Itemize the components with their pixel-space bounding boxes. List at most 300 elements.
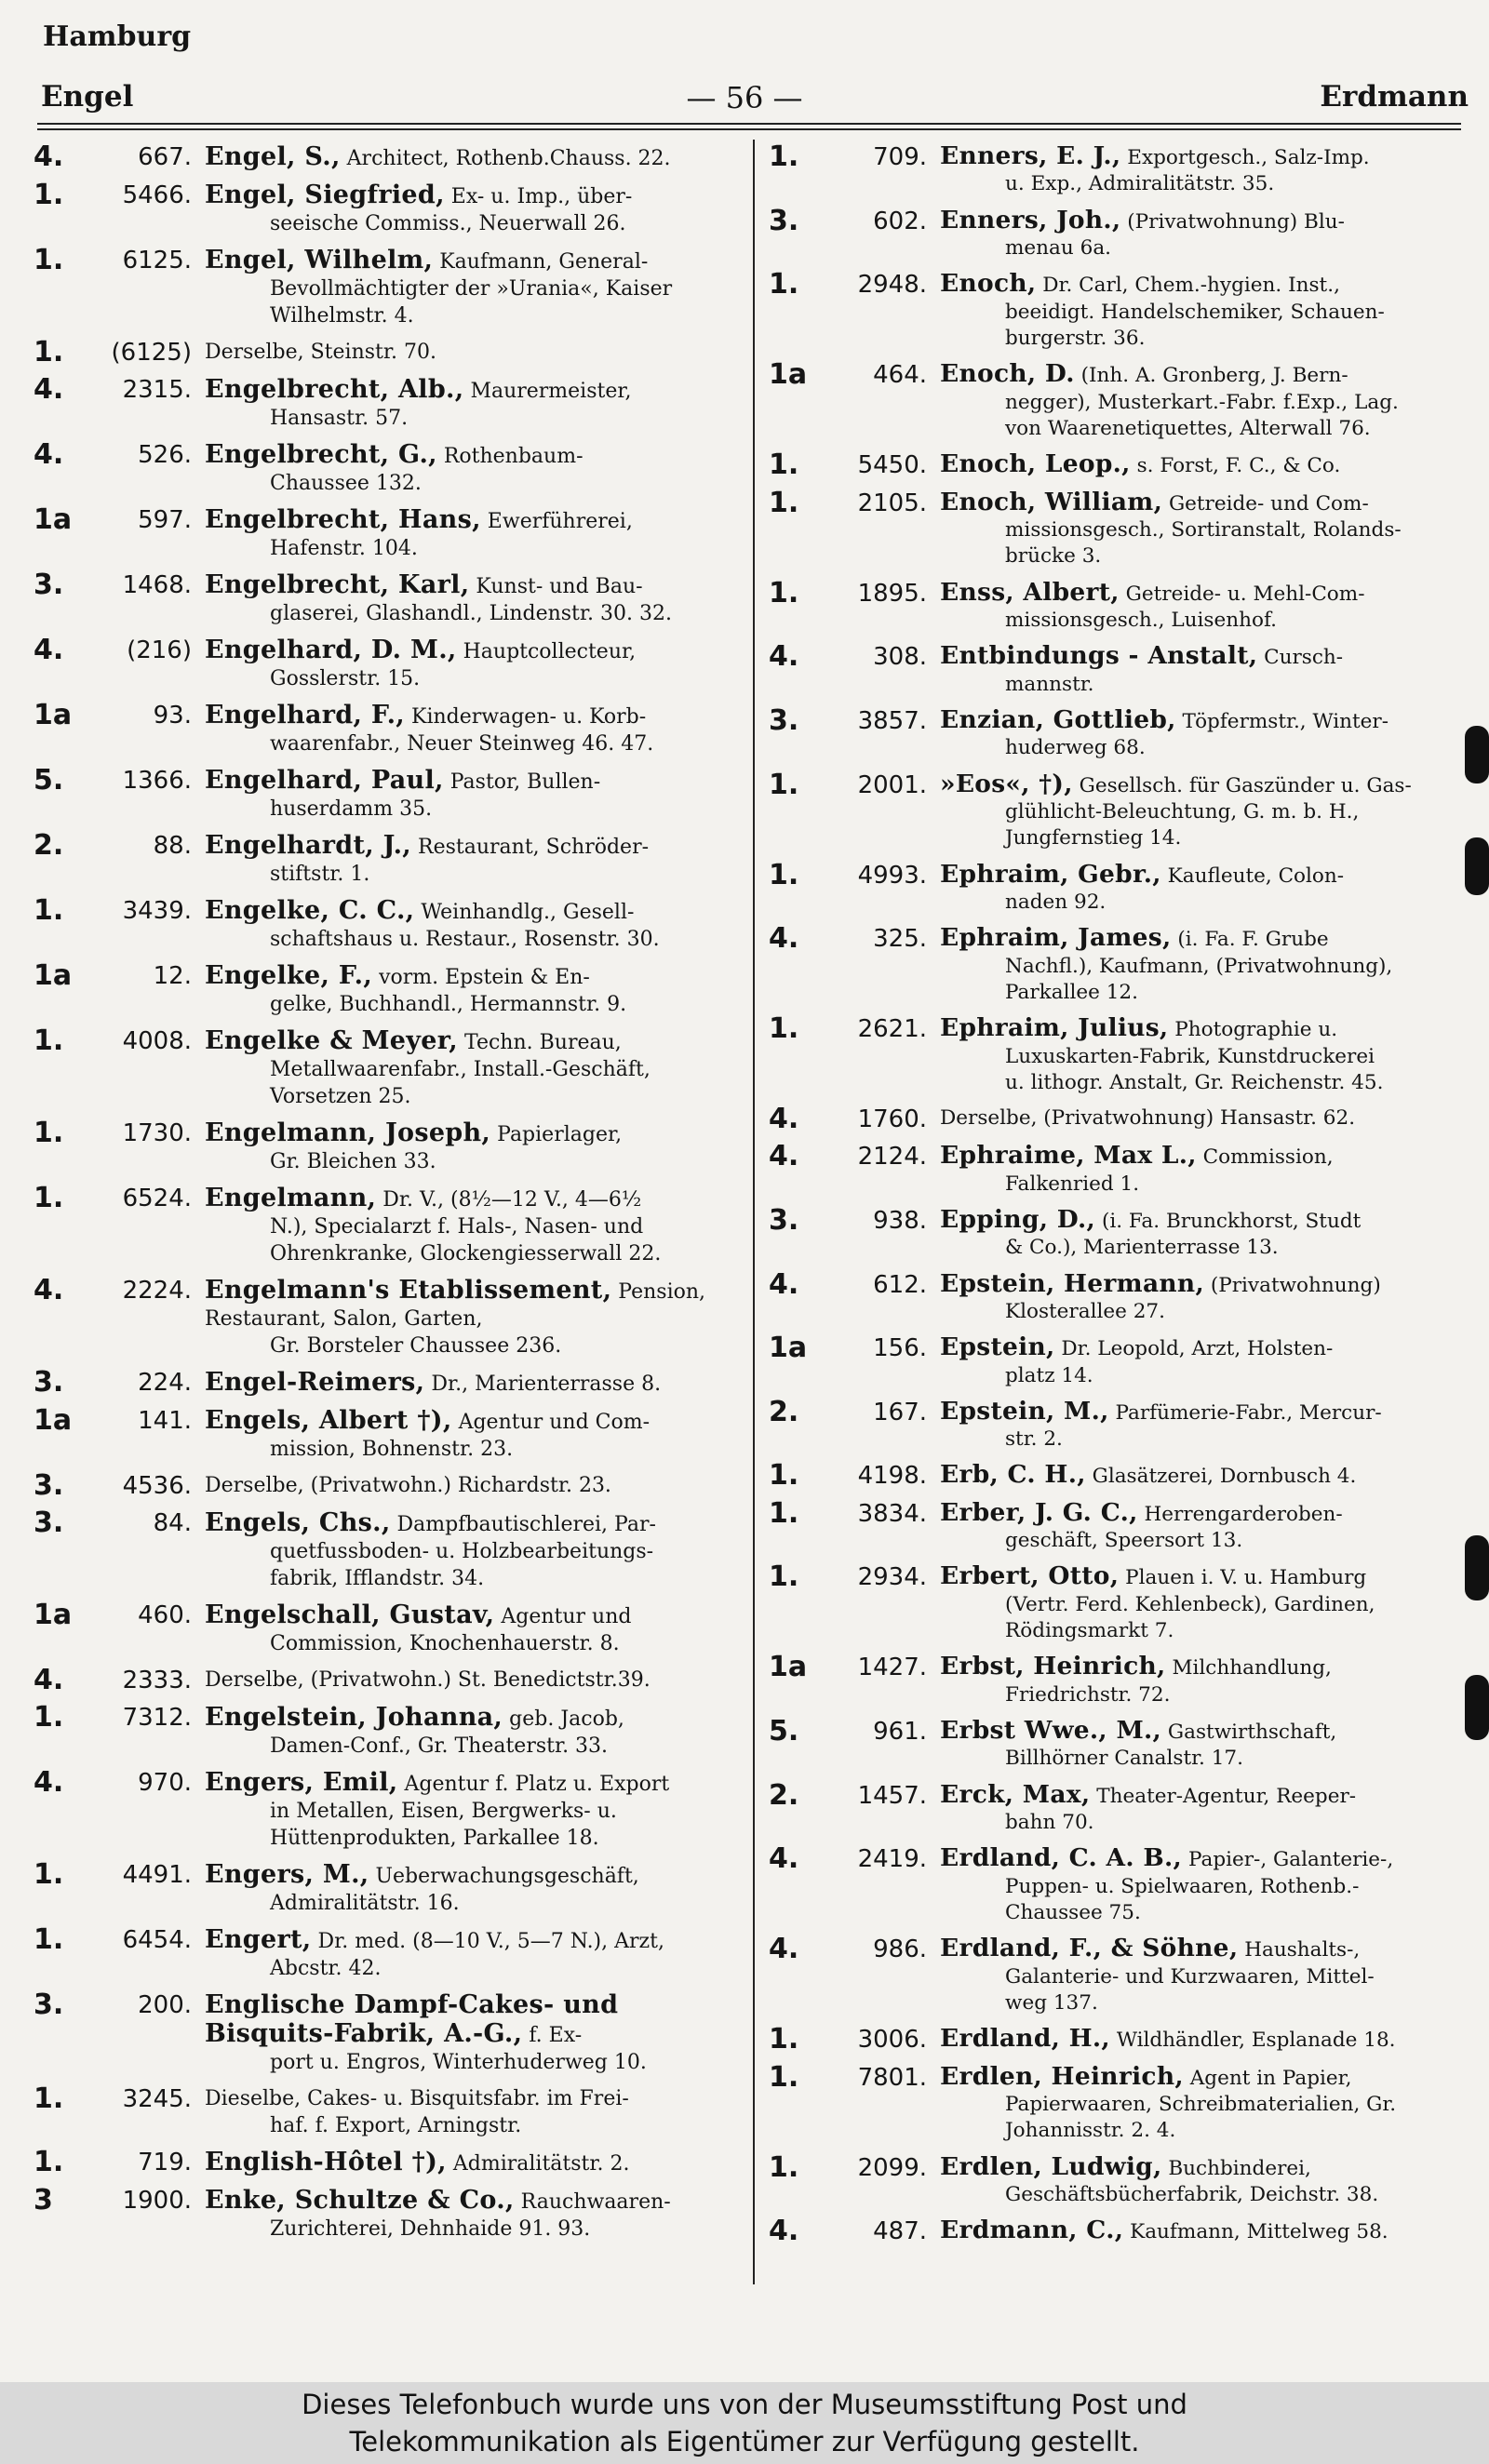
entry-detail-line: Vorsetzen 25. xyxy=(270,1085,411,1108)
entry-detail-line: Metallwaarenfabr., Install.-Geschäft, xyxy=(270,1058,651,1081)
subscriber-name: Engelke & Meyer, xyxy=(205,1026,458,1055)
entry-text xyxy=(940,925,1467,1006)
entry-detail-line: Maurermeister, xyxy=(470,380,632,403)
exchange-code: 4. xyxy=(769,1103,799,1136)
directory-entry xyxy=(769,922,1467,1006)
entry-text xyxy=(205,1407,748,1463)
entry-detail-line: (Privatwohnung) xyxy=(1210,1273,1381,1297)
directory-entry xyxy=(769,1140,1467,1198)
entry-detail-line: von Waarenetiquettes, Alterwall 76. xyxy=(1005,417,1371,441)
entry-text xyxy=(205,1185,748,1267)
phone-number: 3439. xyxy=(122,897,192,925)
entry-detail-line: missionsgesch., Sortiranstalt, Rolands- xyxy=(1005,518,1402,542)
entry-detail-line: beeidigt. Handelschemiker, Schauen- xyxy=(1005,300,1385,324)
directory-entry xyxy=(769,2023,1467,2056)
entry-text xyxy=(940,2026,1467,2054)
subscriber-name: Ephraim, Gebr., xyxy=(940,859,1161,889)
exchange-code: 4. xyxy=(769,922,799,956)
entry-detail-line: Kaufmann, General- xyxy=(439,250,649,274)
exchange-code: 4. xyxy=(769,640,799,674)
directory-entry xyxy=(769,1103,1467,1136)
phone-number: 612. xyxy=(873,1270,927,1299)
exchange-code: 4. xyxy=(34,143,64,173)
exchange-code: 1. xyxy=(769,268,799,301)
directory-entry xyxy=(769,768,1467,852)
exchange-code: 1a xyxy=(769,1332,808,1365)
subscriber-name: Ephraim, James, xyxy=(940,923,1172,953)
entry-text xyxy=(940,143,1467,198)
directory-entry xyxy=(34,438,748,497)
directory-entry xyxy=(769,1715,1467,1773)
subscriber-name: Epstein, xyxy=(940,1332,1055,1362)
entry-detail-line: Restaurant, Schröder- xyxy=(418,836,650,859)
phone-number: 1366. xyxy=(122,767,192,795)
entry-text xyxy=(940,451,1467,479)
phone-number: 2224. xyxy=(122,1277,192,1305)
entry-detail-line: geb. Jacob, xyxy=(509,1707,624,1731)
entry-detail-line: Cursch- xyxy=(1264,646,1344,670)
exchange-code: 1. xyxy=(34,2082,64,2115)
entry-text xyxy=(205,636,748,692)
phone-number: 487. xyxy=(873,2217,927,2246)
exchange-code: 3. xyxy=(34,1469,64,1502)
entry-detail-line: in Metallen, Eisen, Bergwerks- u. xyxy=(270,1800,617,1823)
exchange-code: 1. xyxy=(34,1182,64,1214)
entry-text xyxy=(940,1497,1467,1555)
subscriber-name: Erck, Max, xyxy=(940,1779,1091,1809)
exchange-code: 4. xyxy=(34,1274,64,1306)
entry-text xyxy=(205,1509,748,1592)
place-heading: Hamburg xyxy=(43,20,192,53)
phone-number: 526. xyxy=(138,441,192,469)
entry-text xyxy=(940,704,1467,762)
subscriber-name: Enss, Albert, xyxy=(940,577,1120,607)
entry-text xyxy=(205,702,748,757)
entry-detail-line: Dieselbe, Cakes- u. Bisquitsfabr. im Frei- xyxy=(205,2087,629,2110)
entry-detail-line: Nachfl.), Kaufmann, (Privatwohnung), xyxy=(1005,954,1393,978)
directory-entry xyxy=(34,764,748,823)
entry-detail-line: port u. Engros, Winterhuderweg 10. xyxy=(270,2051,647,2074)
directory-entry xyxy=(769,640,1467,698)
entry-detail-line: Puppen- u. Spielwaaren, Rothenb.- xyxy=(1005,1874,1360,1898)
entry-text xyxy=(205,1472,748,1499)
directory-entry xyxy=(34,699,748,757)
entry-detail-line: Milchhandlung, xyxy=(1172,1656,1332,1681)
exchange-code: 5. xyxy=(769,1715,799,1748)
phone-number: 7312. xyxy=(122,1704,192,1732)
directory-entry xyxy=(34,503,748,562)
entry-text xyxy=(205,1277,748,1359)
exchange-code: 1a xyxy=(34,1404,73,1437)
directory-entry xyxy=(769,449,1467,482)
entry-detail-line: Dr. Carl, Chem.-hygien. Inst., xyxy=(1042,274,1340,298)
exchange-code: 3. xyxy=(34,569,64,601)
directory-entry xyxy=(34,1274,748,1359)
subscriber-name: Englische Dampf-Cakes- und Bisquits-Fabrik, A.-G., xyxy=(205,1990,619,2048)
entry-detail-line: burgerstr. 36. xyxy=(1005,327,1146,351)
subscriber-name: Engels, Albert †), xyxy=(205,1406,452,1435)
exchange-code: 1. xyxy=(34,336,64,368)
entry-detail-line: Geschäftsbücherfabrik, Deichstr. 38. xyxy=(1005,2183,1379,2207)
entry-text xyxy=(205,339,748,366)
entry-detail-line: Wildhändler, Esplanade 18. xyxy=(1116,2029,1396,2053)
entry-detail-line: quetfussboden- u. Holzbearbeitungs- xyxy=(270,1540,654,1563)
phone-number: 464. xyxy=(873,361,927,390)
entry-detail-line: Dr. V., (8½—12 V., 4—6½ xyxy=(382,1188,642,1212)
entry-text xyxy=(205,1991,748,2076)
entry-text xyxy=(205,1769,748,1852)
phone-number: 2333. xyxy=(122,1667,192,1694)
entry-detail-line: Haushalts-, xyxy=(1244,1938,1361,1962)
directory-entry xyxy=(34,181,748,237)
subscriber-name: Enzian, Gottlieb, xyxy=(940,704,1176,734)
entry-detail-line: Ueberwachungsgeschäft, xyxy=(375,1865,639,1888)
phone-number: 1900. xyxy=(122,2187,192,2215)
directory-entry xyxy=(34,1923,748,1982)
entry-detail-line: Gr. Bleichen 33. xyxy=(270,1150,436,1173)
subscriber-name: Erdlen, Ludwig, xyxy=(940,2151,1162,2181)
directory-entry xyxy=(34,143,748,172)
entry-detail-line: Kaufleute, Colon- xyxy=(1167,864,1345,888)
exchange-code: 3. xyxy=(769,204,799,237)
subscriber-name: Engelke, F., xyxy=(205,961,373,990)
entry-text xyxy=(940,489,1467,570)
exchange-code: 1a xyxy=(769,1651,808,1684)
directory-entry xyxy=(34,894,748,953)
exchange-code: 1. xyxy=(769,858,799,891)
entry-detail-line: Theater-Agentur, Reeper- xyxy=(1096,1784,1357,1808)
phone-number: 325. xyxy=(873,925,927,954)
phone-number: 224. xyxy=(138,1369,192,1397)
phone-number: 4491. xyxy=(122,1861,192,1889)
exchange-code: 1. xyxy=(769,1560,799,1594)
entry-detail-line: (i. Fa. Brunckhorst, Studt xyxy=(1101,1209,1362,1233)
subscriber-name: Entbindungs - Anstalt, xyxy=(940,641,1258,671)
entry-detail-line: missionsgesch., Luisenhof. xyxy=(1005,609,1277,633)
exchange-code: 4. xyxy=(769,1267,799,1301)
entry-detail-line: schaftshaus u. Restaur., Rosenstr. 30. xyxy=(270,928,660,951)
exchange-code: 1a xyxy=(34,699,73,731)
entry-detail-line: Johannisstr. 2. 4. xyxy=(1005,2119,1176,2143)
directory-entry xyxy=(34,1469,748,1502)
exchange-code: 1. xyxy=(769,2023,799,2056)
entry-text xyxy=(940,2217,1467,2245)
phone-number: 961. xyxy=(873,1718,927,1746)
phone-number: 2105. xyxy=(857,489,927,517)
directory-entry xyxy=(769,1334,1467,1389)
entry-detail-line: Kaufmann, Mittelweg 58. xyxy=(1130,2220,1388,2244)
entry-detail-line: Hauptcollecteur, xyxy=(463,640,637,663)
entry-detail-line: Wilhelmstr. 4. xyxy=(270,304,414,328)
entry-detail-line: Agentur f. Platz u. Export xyxy=(404,1773,670,1796)
exchange-code: 1. xyxy=(769,1459,799,1493)
phone-number: 7801. xyxy=(857,2063,927,2092)
exchange-code: 4. xyxy=(34,1664,64,1696)
subscriber-name: »Eos«, †), xyxy=(940,769,1073,798)
directory-entry xyxy=(34,1701,748,1760)
entry-detail-line: Chaussee 75. xyxy=(1005,1901,1141,1925)
running-head-left: Engel xyxy=(41,80,134,114)
entry-text xyxy=(205,897,748,953)
exchange-code: 1. xyxy=(34,1117,64,1149)
subscriber-name: Erb, C. H., xyxy=(940,1460,1086,1490)
exchange-code: 1a xyxy=(769,358,808,392)
directory-entry xyxy=(769,268,1467,352)
entry-text xyxy=(205,181,748,237)
directory-entry xyxy=(34,1366,748,1399)
directory-entry xyxy=(769,1560,1467,1644)
subscriber-name: Engelke, C. C., xyxy=(205,896,415,925)
phone-number: 709. xyxy=(873,143,927,171)
exchange-code: 1a xyxy=(34,503,73,536)
subscriber-name: Engelbrecht, Karl, xyxy=(205,570,470,599)
exchange-code: 3 xyxy=(34,2184,53,2216)
entry-detail-line: Kinderwagen- u. Korb- xyxy=(411,705,647,729)
directory-entry xyxy=(769,2150,1467,2209)
subscriber-name: Epstein, M., xyxy=(940,1396,1109,1426)
phone-number: 88. xyxy=(153,832,192,860)
column-divider xyxy=(753,140,755,2284)
directory-entry xyxy=(769,486,1467,570)
entry-detail-line: Techn. Bureau, xyxy=(463,1031,622,1054)
entry-text xyxy=(940,2151,1467,2209)
entry-text xyxy=(940,577,1467,635)
entry-text xyxy=(940,1654,1467,1708)
entry-detail-line: Weinhandlg., Gesell- xyxy=(421,901,635,924)
entry-text xyxy=(205,1027,748,1110)
directory-entry xyxy=(769,1842,1467,1926)
subscriber-name: Erber, J. G. C., xyxy=(940,1497,1138,1527)
exchange-code: 4. xyxy=(34,438,64,471)
phone-number: 719. xyxy=(138,2149,192,2176)
exchange-code: 1. xyxy=(34,894,64,927)
directory-entry xyxy=(34,1404,748,1463)
exchange-code: 4. xyxy=(34,634,64,666)
phone-number: 3006. xyxy=(857,2026,927,2055)
entry-detail-line: (Inh. A. Gronberg, J. Bern- xyxy=(1080,364,1348,388)
ink-blot xyxy=(1465,726,1489,783)
exchange-code: 1. xyxy=(769,576,799,609)
entry-text xyxy=(940,1204,1467,1262)
entry-detail-line: Kunst- und Bau- xyxy=(476,575,643,598)
phone-number: 84. xyxy=(153,1509,192,1537)
subscriber-name: Engel, Wilhelm, xyxy=(205,246,434,275)
entry-text xyxy=(205,1119,748,1175)
directory-entry xyxy=(34,571,748,627)
entry-text xyxy=(940,1015,1467,1096)
subscriber-name: Enoch, William, xyxy=(940,487,1163,516)
entry-text xyxy=(205,1926,748,1982)
directory-entry xyxy=(769,2060,1467,2145)
entry-detail-line: platz 14. xyxy=(1005,1363,1093,1387)
entry-detail-line: Chaussee 132. xyxy=(270,472,422,495)
phone-number: 597. xyxy=(138,506,192,534)
subscriber-name: Enoch, Leop., xyxy=(940,449,1131,479)
entry-detail-line: gelke, Buchhandl., Hermannstr. 9. xyxy=(270,993,627,1016)
entry-detail-line: haf. f. Export, Arningstr. xyxy=(270,2114,522,2137)
subscriber-name: Erdland, F., & Söhne, xyxy=(940,1934,1239,1963)
subscriber-name: Ephraim, Julius, xyxy=(940,1013,1169,1043)
entry-detail-line: Zurichterei, Dehnhaide 91. 93. xyxy=(270,2217,591,2241)
phone-number: 5450. xyxy=(857,451,927,480)
directory-entry xyxy=(769,576,1467,635)
entry-detail-line: Agentur und Com- xyxy=(458,1411,651,1434)
exchange-code: 5. xyxy=(34,764,64,797)
directory-entry xyxy=(769,1395,1467,1453)
directory-entry xyxy=(34,1601,748,1657)
directory-entry xyxy=(769,1012,1467,1096)
subscriber-name: Ephraime, Max L., xyxy=(940,1141,1197,1171)
exchange-code: 1. xyxy=(34,1858,64,1891)
phone-number: 2315. xyxy=(122,376,192,404)
entry-detail-line: Getreide- u. Mehl-Com- xyxy=(1125,582,1365,606)
entry-text xyxy=(205,767,748,823)
footer-line-1: Dieses Telefonbuch wurde uns von der Museumsstiftung Post und xyxy=(302,2389,1187,2420)
subscriber-name: Erdland, H., xyxy=(940,2024,1110,2054)
directory-entry xyxy=(34,373,748,432)
exchange-code: 4. xyxy=(34,1766,64,1799)
entry-detail-line: brücke 3. xyxy=(1005,544,1102,569)
page-number: — 56 — xyxy=(686,80,803,115)
entry-detail-line: Falkenried 1. xyxy=(1005,1172,1140,1196)
entry-detail-line: fabrik, Ifflandstr. 34. xyxy=(270,1567,485,1590)
subscriber-name: Engelstein, Johanna, xyxy=(205,1703,503,1732)
entry-text xyxy=(940,1334,1467,1389)
entry-detail-line: Admiralitätstr. 2. xyxy=(452,2152,630,2176)
entry-detail-line: Commission, Knochenhauerstr. 8. xyxy=(270,1632,620,1655)
ink-blot xyxy=(1465,1675,1489,1740)
entry-detail-line: Galanterie- und Kurzwaaren, Mittel- xyxy=(1005,1964,1375,1989)
subscriber-name: English-Hôtel †), xyxy=(205,2148,447,2176)
directory-entry xyxy=(34,1766,748,1852)
entry-text xyxy=(205,962,748,1018)
entry-detail-line: menau 6a. xyxy=(1005,236,1112,261)
entry-text xyxy=(940,1268,1467,1326)
directory-entry xyxy=(769,1459,1467,1493)
entry-detail-line: u. lithogr. Anstalt, Gr. Reichenstr. 45. xyxy=(1005,1071,1384,1095)
exchange-code: 4. xyxy=(34,373,64,406)
subscriber-name: Engelbrecht, G., xyxy=(205,440,437,469)
exchange-code: 1a xyxy=(34,1599,73,1631)
entry-detail-line: Töpfermstr., Winter- xyxy=(1182,709,1389,733)
footer-line-2: Telekommunikation als Eigentümer zur Verfügung gestellt. xyxy=(349,2426,1140,2457)
entry-detail-line: Parfümerie-Fabr., Mercur- xyxy=(1115,1400,1382,1425)
exchange-code: 1a xyxy=(34,959,73,992)
phone-number: 12. xyxy=(153,962,192,990)
subscriber-name: Epping, D., xyxy=(940,1204,1096,1234)
subscriber-name: Enners, Joh., xyxy=(940,205,1121,234)
subscriber-name: Engelhard, F., xyxy=(205,701,406,730)
subscriber-name: Engelmann, xyxy=(205,1184,377,1212)
entry-detail-line: Gesellsch. für Gaszünder u. Gas- xyxy=(1079,773,1412,797)
subscriber-name: Erbst, Heinrich, xyxy=(940,1652,1166,1681)
phone-number: 308. xyxy=(873,643,927,672)
subscriber-name: Erbert, Otto, xyxy=(940,1561,1120,1591)
phone-number: 2934. xyxy=(857,1563,927,1592)
phone-number: 6524. xyxy=(122,1185,192,1212)
entry-detail-line: Derselbe, (Privatwohn.) St. Benedictstr.39. xyxy=(205,1668,651,1692)
entry-detail-line: Pension, Restaurant, Salon, Garten, xyxy=(205,1280,706,1331)
exchange-code: 1. xyxy=(34,179,64,211)
phone-number: 2124. xyxy=(857,1143,927,1172)
subscriber-name: Erdmann, C., xyxy=(940,2216,1124,2245)
entry-detail-line: Hansastr. 57. xyxy=(270,407,409,430)
exchange-code: 1. xyxy=(34,1024,64,1057)
entry-text xyxy=(205,571,748,627)
entry-detail-line: Hüttenprodukten, Parkallee 18. xyxy=(270,1827,599,1850)
entry-detail-line: Agentur und xyxy=(501,1605,632,1628)
directory-entry xyxy=(34,2184,748,2243)
subscriber-name: Enoch, D. xyxy=(940,359,1075,389)
entry-text xyxy=(940,1143,1467,1198)
phone-number: 1457. xyxy=(857,1781,927,1810)
phone-number: 2948. xyxy=(857,271,927,300)
entry-text xyxy=(940,1935,1467,2016)
entry-text xyxy=(940,1845,1467,1926)
entry-text xyxy=(205,1667,748,1694)
directory-entry xyxy=(769,703,1467,762)
directory-entry xyxy=(769,204,1467,262)
entry-text xyxy=(205,441,748,497)
entry-text xyxy=(205,376,748,432)
subscriber-name: Engelschall, Gustav, xyxy=(205,1600,495,1629)
entry-detail-line: Plauen i. V. u. Hamburg xyxy=(1125,1566,1367,1590)
entry-detail-line: bahn 70. xyxy=(1005,1811,1094,1835)
entry-detail-line: Bevollmächtigter der »Urania«, Kaiser xyxy=(270,277,673,301)
entry-detail-line: u. Exp., Admiralitätstr. 35. xyxy=(1005,172,1275,196)
directory-entry xyxy=(769,858,1467,917)
exchange-code: 1. xyxy=(769,143,799,173)
exchange-code: 4. xyxy=(769,1933,799,1966)
entry-detail-line: Ex- u. Imp., über- xyxy=(450,185,633,208)
entry-detail-line: Parkallee 12. xyxy=(1005,981,1138,1005)
entry-detail-line: weg 137. xyxy=(1005,1991,1098,2015)
phone-number: 141. xyxy=(138,1407,192,1435)
directory-entry xyxy=(34,636,748,692)
entry-detail-line: Billhörner Canalstr. 17. xyxy=(1005,1747,1243,1771)
entry-text xyxy=(205,143,748,172)
phone-number: 2419. xyxy=(857,1845,927,1874)
phone-number: 1468. xyxy=(122,571,192,599)
entry-detail-line: Admiralitätstr. 16. xyxy=(270,1892,460,1915)
directory-entry xyxy=(34,336,748,368)
phone-number: 4198. xyxy=(857,1462,927,1491)
phone-number: 200. xyxy=(138,1991,192,2019)
phone-number: 1895. xyxy=(857,579,927,608)
entry-text xyxy=(205,2187,748,2243)
subscriber-name: Epstein, Hermann, xyxy=(940,1268,1204,1298)
phone-number: 2099. xyxy=(857,2153,927,2182)
entry-detail-line: Luxuskarten-Fabrik, Kunstdruckerei xyxy=(1005,1044,1375,1068)
entry-detail-line: Klosterallee 27. xyxy=(1005,1299,1165,1323)
phone-number: 1730. xyxy=(122,1119,192,1147)
directory-entry xyxy=(34,1119,748,1175)
entry-detail-line: Friedrichstr. 72. xyxy=(1005,1682,1171,1707)
entry-text xyxy=(205,1369,748,1398)
entry-text xyxy=(940,271,1467,352)
directory-entry xyxy=(34,1509,748,1592)
entry-text xyxy=(205,1704,748,1760)
exchange-code: 1. xyxy=(769,1012,799,1046)
phone-number: 986. xyxy=(873,1935,927,1964)
subscriber-name: Engelmann's Etablissement, xyxy=(205,1276,612,1305)
entry-text xyxy=(940,1396,1467,1453)
entry-detail-line: Rothenbaum- xyxy=(443,445,584,468)
entry-detail-line: glühlicht-Beleuchtung, G. m. b. H., xyxy=(1005,800,1360,824)
entry-detail-line: naden 92. xyxy=(1005,891,1107,915)
subscriber-name: Engelhard, D. M., xyxy=(205,636,457,664)
entry-detail-line: geschäft, Speersort 13. xyxy=(1005,1529,1243,1553)
